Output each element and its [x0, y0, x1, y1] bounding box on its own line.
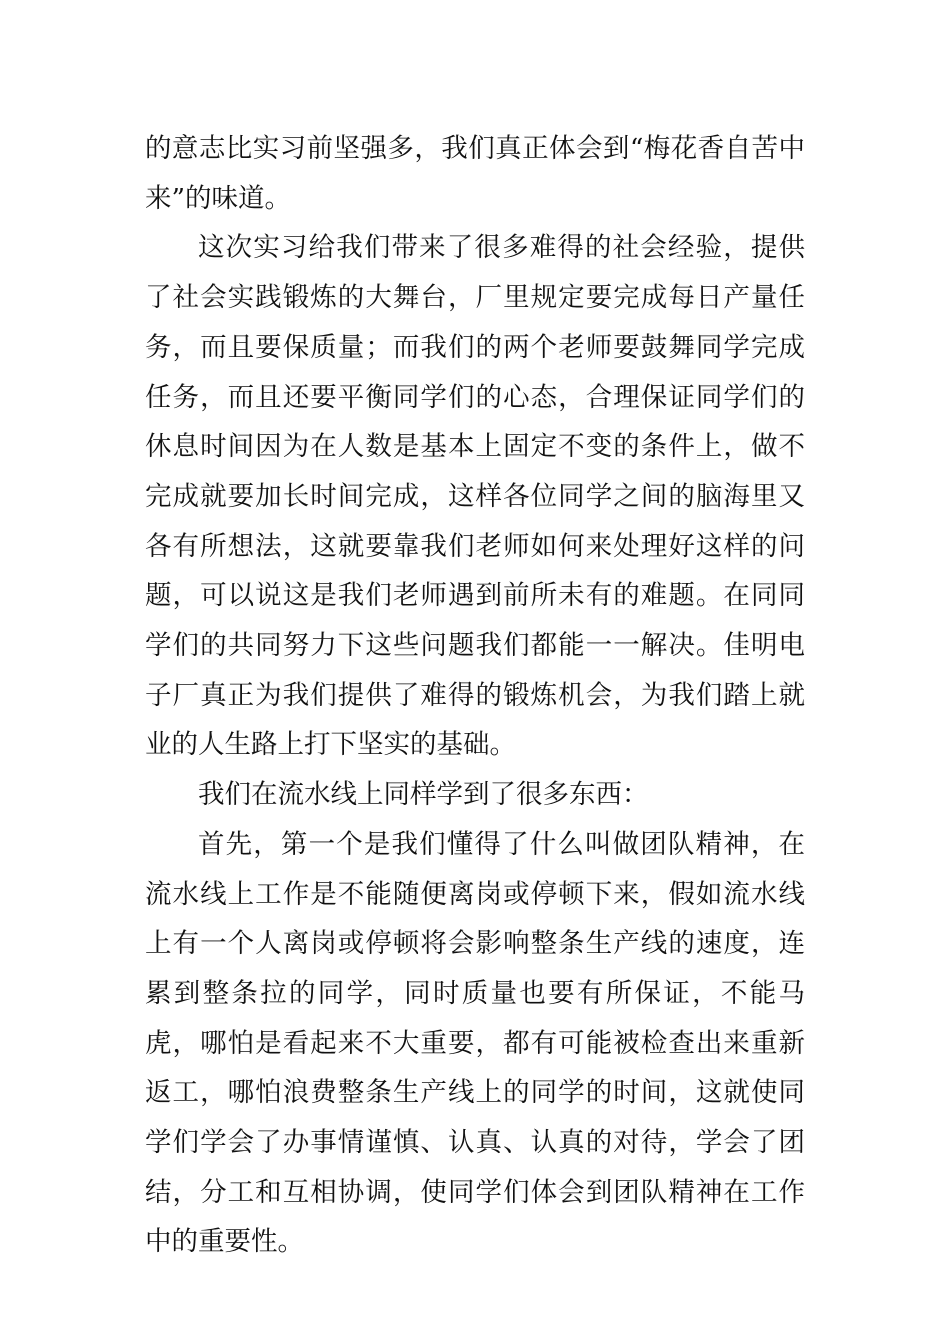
paragraph-internship-experience: 这次实习给我们带来了很多难得的社会经验，提供了社会实践锻炼的大舞台，厂里规定要完成每日产量任务，而且要保质量；而我们的两个老师要鼓舞同学完成任务，而且还要平衡同学们的心态，合理保证同学们的休息时间因为在人数是基本上固定不变的条件上，做不完成就要加长时间完成，这样各位同学之间的脑海里又各有所想法，这就要靠我们老师如何来处理好这样的问题，可以说这是我们老师遇到前所未有的难题。在同同学们的共同努力下这些问题我们都能一一解决。佳明电子厂真正为我们提供了难得的锻炼机会，为我们踏上就业的人生路上打下坚实的基础。	[145, 232, 805, 761]
paragraph-continuation: 的意志比实习前坚强多，我们真正体会到“梅花香自苦中来”的味道。	[145, 133, 805, 214]
paragraph-team-spirit: 首先，第一个是我们懂得了什么叫做团队精神，在流水线上工作是不能随便离岗或停顿下来，假如流水线上有一个人离岗或停顿将会影响整条生产线的速度，连累到整条拉的同学，同时质量也要有所保证，不能马虎，哪怕是看起来不大重要，都有可能被检查出来重新返工，哪怕浪费整条生产线上的同学的时间，这就使同学们学会了办事情谨慎、认真、认真的对待，学会了团结，分工和互相协调，使同学们体会到团队精神在工作中的重要性。	[145, 828, 805, 1258]
paragraph-assembly-line-intro: 我们在流水线上同样学到了很多东西：	[198, 779, 649, 811]
document-body	[145, 124, 805, 1267]
